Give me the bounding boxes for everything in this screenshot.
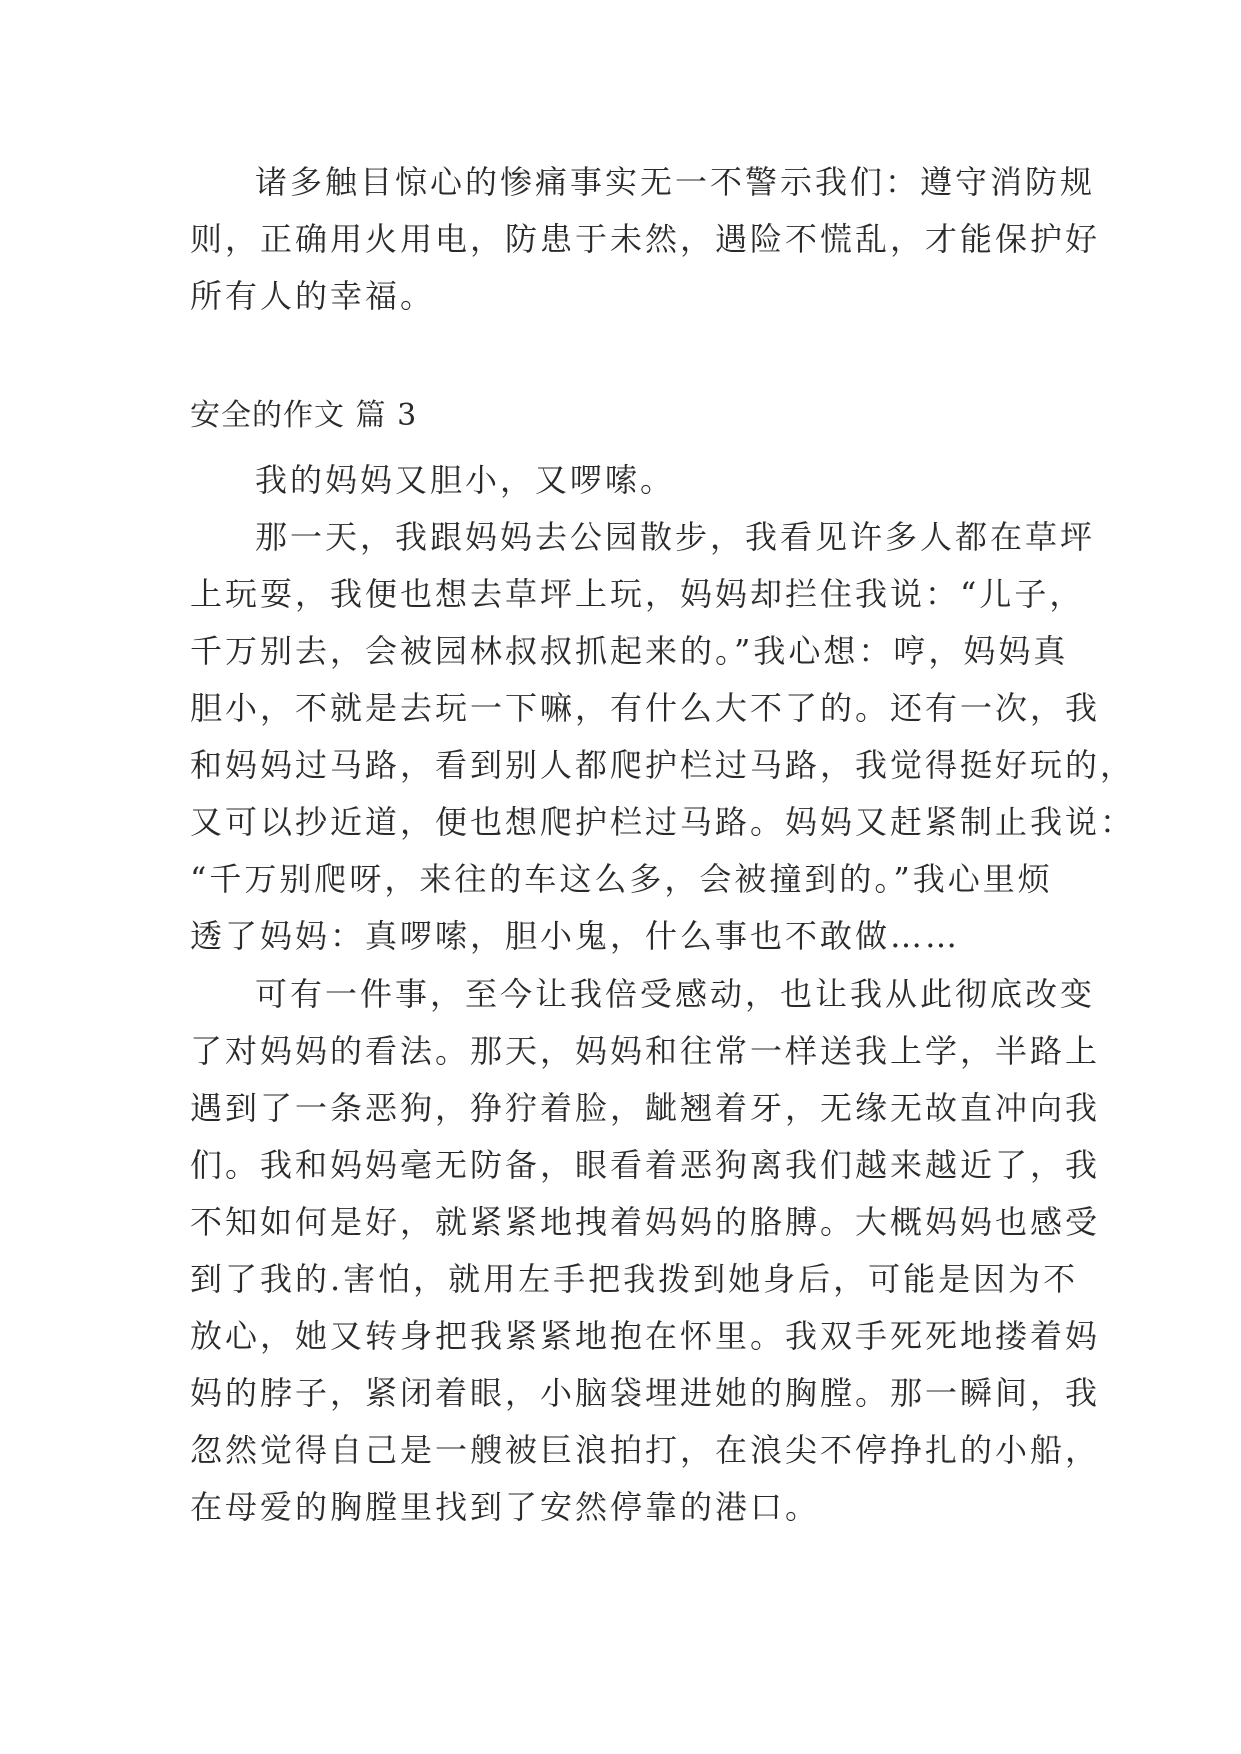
text-line: 透了妈妈：真啰嗦，胆小鬼，什么事也不敢做…… bbox=[190, 917, 961, 955]
text-line: 又可以抄近道，便也想爬护栏过马路。妈妈又赶紧制止我说： bbox=[190, 803, 1136, 841]
text-line: 和妈妈过马路，看到别人都爬护栏过马路，我觉得挺好玩的， bbox=[190, 746, 1136, 784]
text-line: 我的妈妈又胆小，又啰嗦。 bbox=[255, 461, 676, 499]
text-line: 到了我的.害怕，就用左手把我拨到她身后，可能是因为不 bbox=[190, 1260, 1079, 1298]
intro-paragraph bbox=[190, 154, 1101, 325]
text-line: 千万别去，会被园林叔叔抓起来的。”我心想：哼，妈妈真 bbox=[190, 632, 1069, 670]
text-line: 上玩耍，我便也想去草坪上玩，妈妈却拦住我说：“儿子， bbox=[190, 575, 1085, 613]
paragraph-3 bbox=[190, 966, 1101, 1536]
text-line: 忽然觉得自己是一艘被巨浪拍打，在浪尖不停挣扎的小船， bbox=[190, 1431, 1101, 1469]
paragraph-2 bbox=[190, 509, 1136, 965]
text-line: 诸多触目惊心的惨痛事实无一不警示我们：遵守消防规 bbox=[255, 163, 1096, 201]
text-line: 放心，她又转身把我紧紧地抱在怀里。我双手死死地搂着妈 bbox=[190, 1317, 1101, 1355]
text-line: “千万别爬呀，来往的车这么多，会被撞到的。”我心里烦 bbox=[190, 860, 1053, 898]
text-line: 遇到了一条恶狗，狰狞着脸，龇翘着牙，无缘无故直冲向我 bbox=[190, 1089, 1101, 1127]
text-line: 不知如何是好，就紧紧地拽着妈妈的胳膊。大概妈妈也感受 bbox=[190, 1203, 1101, 1241]
text-line: 可有一件事，至今让我倍受感动，也让我从此彻底改变 bbox=[255, 975, 1096, 1013]
section-heading: 安全的作文 篇 3 bbox=[190, 398, 418, 433]
text-line: 则，正确用火用电，防患于未然，遇险不慌乱，才能保护好 bbox=[190, 220, 1101, 258]
text-line: 了对妈妈的看法。那天，妈妈和往常一样送我上学，半路上 bbox=[190, 1032, 1101, 1070]
text-line: 妈的脖子，紧闭着眼，小脑袋埋进她的胸膛。那一瞬间，我 bbox=[190, 1374, 1101, 1412]
text-line: 所有人的幸福。 bbox=[190, 277, 436, 315]
paragraph-1 bbox=[190, 452, 1050, 509]
text-line: 们。我和妈妈毫无防备，眼看着恶狗离我们越来越近了，我 bbox=[190, 1146, 1101, 1184]
text-line: 胆小，不就是去玩一下嘛，有什么大不了的。还有一次，我 bbox=[190, 689, 1101, 727]
text-line: 在母爱的胸膛里找到了安然停靠的港口。 bbox=[190, 1488, 821, 1526]
text-line: 那一天，我跟妈妈去公园散步，我看见许多人都在草坪 bbox=[255, 518, 1096, 556]
